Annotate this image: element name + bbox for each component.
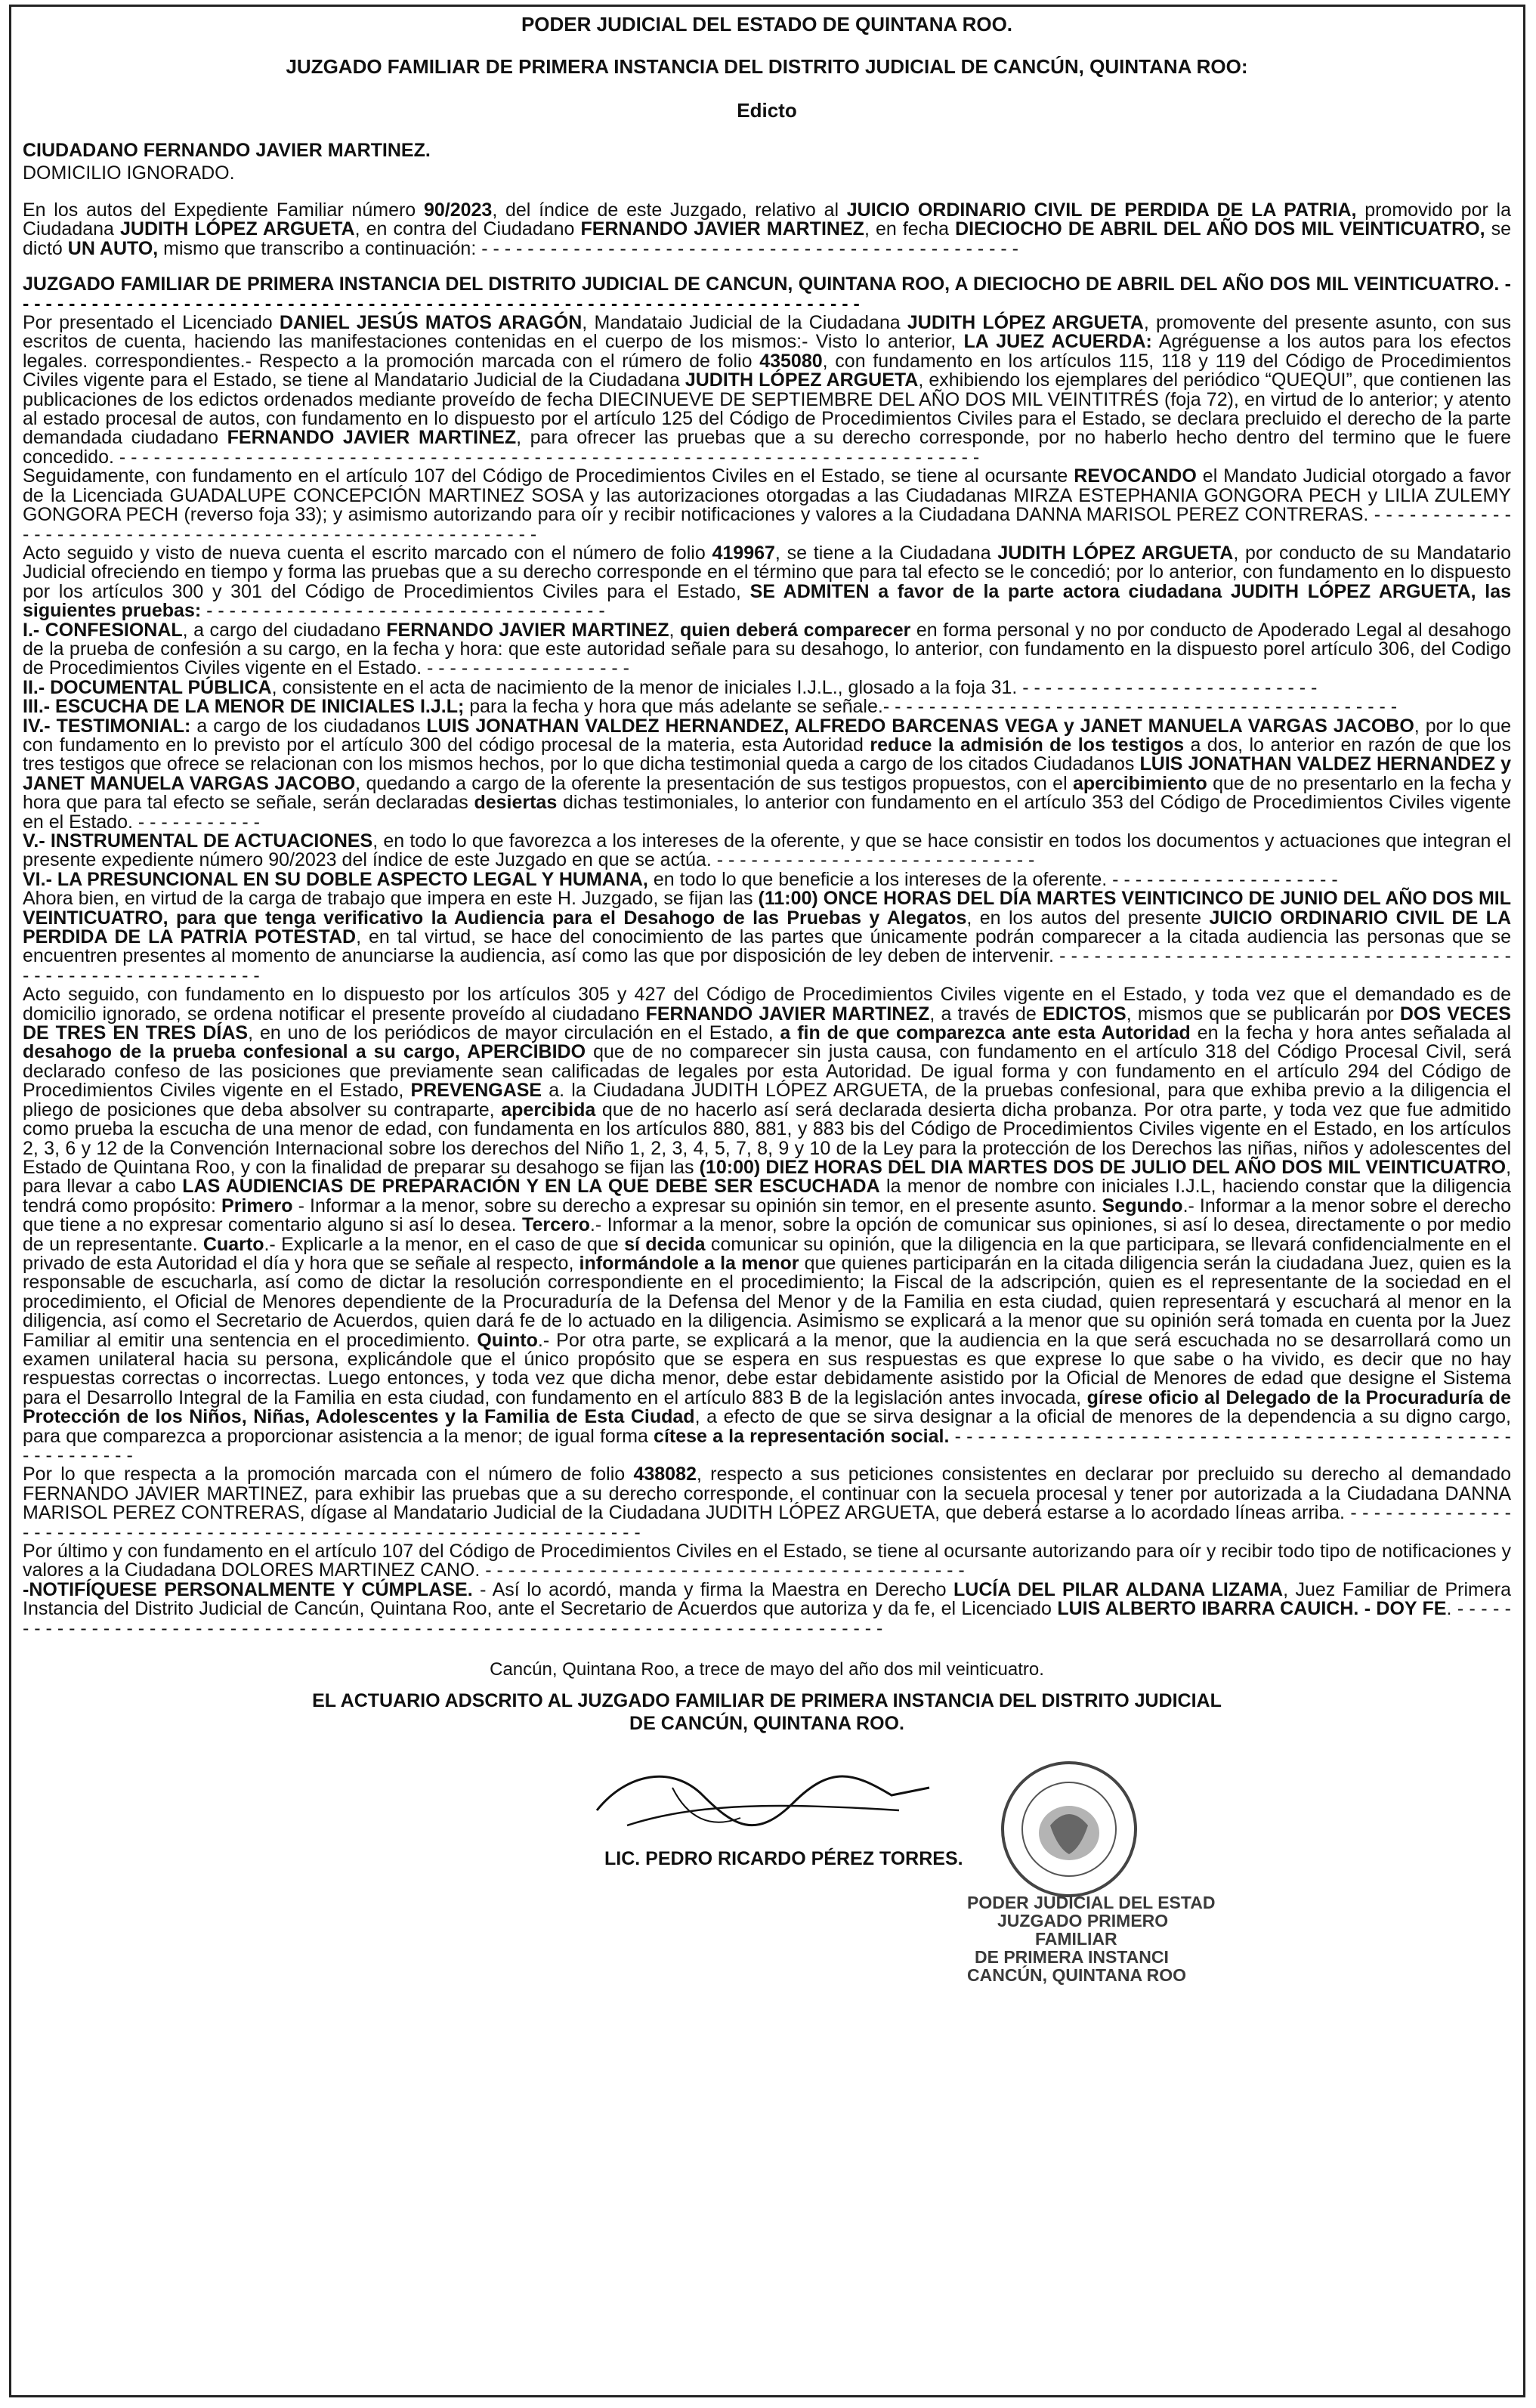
bold-run: Quinto <box>477 1329 538 1351</box>
text-run: , mismos que se publicarán por <box>1126 1003 1400 1025</box>
bold-run: V.- INSTRUMENTAL DE ACTUACIONES <box>23 830 373 852</box>
bold-run: FERNANDO JAVIER MARTINEZ <box>386 619 669 641</box>
auto-paragraph <box>23 314 1511 467</box>
text-run: que de no presentarlo en la fecha y hora que para tal efecto se señale, serán declaradas <box>23 772 1511 814</box>
bold-run: Segundo <box>1102 1195 1183 1216</box>
text-run: en forma personal y no por conducto de Apoderado Legal al desahogo de la prueba de confesión a su cargo, en la fecha y hora: que este autoridad señale para su desahogo, lo anterior, con fundamento en la dispuesto porel artículo 306, del Codigo de Procedimientos Civiles vigente en el Estado. - - - - - - - - - - - - - - - - - - <box>23 619 1511 679</box>
text-run: , Mandataio Judicial de la Ciudadana <box>582 312 907 334</box>
bold-run: apercibida <box>501 1099 596 1121</box>
text-run: Ahora bien, en virtud de la carga de trabajo que impera en este H. Juzgado, se fijan las <box>23 888 759 910</box>
text-run: dichas testimoniales, lo anterior con fundamento en el artículo 353 del Código de Procedimientos Civiles vigente en el Estado. - - - - - - - - - - - <box>23 792 1511 833</box>
bold-run: II.- DOCUMENTAL PÚBLICA <box>23 676 272 698</box>
stamp-line: PODER JUDICIAL DEL ESTAD <box>967 1893 1216 1913</box>
bold-run: LUIS JONATHAN VALDEZ HERNANDEZ, ALFREDO BARCENAS VEGA y JANET MANUELA VARGAS JACOBO <box>426 715 1414 737</box>
signer-name: LIC. PEDRO RICARDO PÉREZ TORRES. <box>604 1848 963 1870</box>
closing-date: Cancún, Quintana Roo, a trece de mayo del año dos mil veinticuatro. <box>490 1659 1044 1680</box>
intro-run: UN AUTO, <box>67 237 159 259</box>
intro-run: se dictó <box>23 218 1512 259</box>
text-run: .- Explicarle a la menor, en el caso de que <box>264 1233 625 1255</box>
stamp-line: FAMILIAR <box>1035 1929 1117 1949</box>
text-run: , se tiene a la Ciudadana <box>774 542 998 564</box>
text-run: que quienes participarán en la citada diligencia serán la ciudadana Juez, quien es la responsable de escucharla, así como de dictar la resolución correspondiente en el procedimiento; la Fiscal de la adscripción, quien es el representante de la sociedad en el procedimiento, el Oficial de Menores dependiente de la Procuraduría de la Defensa del Menor y de la Familia en esta ciudad, quien representará y escuchará al menor en la diligencia, así como el Secretario de Acuerdos, quien dará fe de lo actuado en la diligencia. Asimismo se explicará a la menor que su opinión será tomada en cuenta por la Juez Familiar al emitir una sentencia en el procedimiento. <box>23 1252 1511 1351</box>
bold-run: LUIS ALBERTO IBARRA CAUICH. - DOY FE <box>1057 1598 1447 1620</box>
text-run: a dos, lo anterior en razón de que los tres testigos que ofrece se relacionan con los mismos hechos, por lo que dicha testimonial queda a cargo de los citados Ciudadanos <box>23 734 1511 775</box>
auto-paragraph <box>23 697 1511 716</box>
bold-run: gírese oficio al Delegado de la Procuraduría de Protección de los Niños, Niñas, Adolescentes y la Familia de Esta Ciudad <box>23 1386 1511 1428</box>
actuario-line-2: DE CANCÚN, QUINTANA ROO. <box>629 1713 904 1735</box>
bold-run: cítese a la representación social. <box>654 1425 950 1447</box>
bold-run: I.- CONFESIONAL <box>23 619 183 641</box>
bold-run: 438082 <box>633 1464 697 1485</box>
bold-run: Primero <box>221 1195 293 1216</box>
text-run: Seguidamente, con fundamento en el artículo 107 del Código de Procedimientos Civiles en el Estado, se tiene al ocursante <box>23 465 1074 487</box>
text-run: Por presentado el Licenciado <box>23 312 280 334</box>
text-run: , exhibiendo los ejemplares del periódico “QUEQUI”, que contienen las publicaciones de los edictos ordenados mediante proveído de fecha DIECINUEVE DE SEPTIEMBRE DEL AÑO DOS MIL VEINTITRÉS (foja 72), en virtud de lo anterior; y atento al estado procesal de autos, con fundamento en lo dispuesto por el artículo 125 del Código de Procedimientos Civiles para el Estado, se declara precluido el derecho de la parte demandada ciudadano <box>23 369 1511 449</box>
text-run: Agréguense a los autos para los efectos legales. correspondientes.- Respecto a la promoción marcada con el rúmero de folio <box>23 331 1512 372</box>
text-run: que de no hacerlo así será declarada desierta dicha probanza. Por otra parte, y toda vez que fue admitido como prueba la escucha de una menor de edad, con fundamenta en los artículos 880, 881, y 883 bis del Código de Procedimientos Civiles vigente en el Estado, en los artículos 2, 3, 6 y 12 de la Convención Internacional sobre los derechos del Niño 1, 2, 3, 4, 5, 7, 8, 9 y 10 de la Ley para la protección de los Derechos las niñas, niños y adolescentes del Estado de Quintana Roo, y con la finalidad de preparar su desahogo se fijan las <box>23 1099 1511 1178</box>
signature-area <box>23 1735 1511 1986</box>
text-run: en la fecha y hora antes señalada al <box>1190 1022 1511 1044</box>
text-run: , <box>669 619 680 641</box>
bold-run: LUCÍA DEL PILAR ALDANA LIZAMA <box>953 1578 1284 1600</box>
bold-run: VI.- LA PRESUNCIONAL EN SU DOBLE ASPECTO LEGAL Y HUMANA, <box>23 868 648 890</box>
intro-run: , en contra del Ciudadano <box>354 218 581 240</box>
text-run: Acto seguido, con fundamento en lo dispuesto por los artículos 305 y 427 del Código de Procedimientos Civiles vigente en el Estado, y toda vez que el demandado es de domicilio ignorado, se ordena notificar el presente proveído al ciudadano <box>23 984 1511 1025</box>
auto-paragraph <box>23 676 1511 698</box>
bold-run: reduce la admisión de los testigos <box>870 734 1185 756</box>
text-run: a. la Ciudadana JUDITH LÓPEZ ARGUETA, de la pruebas confesional, para que exhiba previo a la diligencia el pliego de posiciones que deba absolver su contraparte, <box>23 1080 1511 1121</box>
auto-paragraph <box>23 1578 1511 1639</box>
auto-paragraph <box>23 985 1511 1465</box>
addressee-block <box>23 139 1511 184</box>
bold-run: DANIEL JESÚS MATOS ARAGÓN <box>279 312 583 334</box>
text-run: , en tal virtud, se hace del conocimiento de las partes que únicamente podrán comparecer a la citada audiencia las personas que se encuentren presentes al momento de anunciarse la audiencia, así como las que por disposición de ley deben de intervenir. - - - - - - - - - - - - - - - - - - - - - - - - - - - - - - - - - - - - - - - - - - - - - - - - - - - - - - - - - - - - <box>23 926 1511 986</box>
bold-run: JUDITH LÓPEZ ARGUETA <box>685 369 919 391</box>
intro-run: , del índice de este Juzgado, relativo al <box>492 199 847 221</box>
text-run: .- Informar a la menor sobre el derecho que tiene a no expresar comentario alguno si así lo desea. <box>23 1195 1511 1236</box>
text-run: , por conducto de su Mandatario Judicial ofreciendo en tiempo y forma las pruebas que a su derecho corresponde en el término que para tal efecto se le concedió; por lo anterior, con fundamento en lo dispuesto por los artículos 300 y 301 del Código de Procedimientos Civiles para el Estado, <box>23 542 1511 602</box>
text-run: Por lo que respecta a la promoción marcada con el número de folio <box>23 1464 634 1485</box>
text-run: , promovente del presente asunto, con sus escritos de cuenta, haciendo las manifestaciones contenidas en el cuerpo de los mismos:- Visto lo anterior, <box>23 312 1511 353</box>
text-run: , en todo lo que favorezca a los intereses de la oferente, y que se hace consistir en todos los documentos y actuaciones que integran el presente expediente número 90/2023 del índice de este Juzgado en que se actúa. - - - - - - - - - - - - - - - - - - - - - - - - - - - - <box>23 830 1511 871</box>
intro-run: promovido por la Ciudadana <box>23 199 1511 240</box>
intro-run: DIECIOCHO DE ABRIL DEL AÑO DOS MIL VEINTICUATRO, <box>955 218 1485 240</box>
court-subheader: JUZGADO FAMILIAR DE PRIMERA INSTANCIA DEL DISTRITO JUDICIAL DE CANCÚN, QUINTANA ROO: <box>286 55 1248 78</box>
auto-paragraph <box>23 621 1511 679</box>
text-run: , con fundamento en los artículos 115, 118 y 119 del Código de Procedimientos Civiles vigente para el Estado, se tiene al Mandatario Judicial de la Ciudadana <box>23 350 1511 391</box>
bold-run: LA JUEZ ACUERDA: <box>963 331 1152 353</box>
intro-run: FERNANDO JAVIER MARTINEZ <box>580 218 864 240</box>
bold-run: III.- ESCUCHA DE LA MENOR DE INICIALES I.J.L; <box>23 696 465 718</box>
stamp-line: CANCÚN, QUINTANA ROO <box>967 1965 1187 1986</box>
document-title: Edicto <box>737 99 797 122</box>
bold-run: sí decida <box>624 1233 706 1255</box>
text-run: - - - - - - - - - - - - - - - - - - - - - - - - - - - - - - - - - - - <box>201 600 605 622</box>
text-run: , por lo que con fundamento en lo previsto por el artículo 300 del código procesal de la materia, esta Autoridad <box>23 715 1511 756</box>
bold-run: FERNANDO JAVIER MARTINEZ <box>645 1003 930 1025</box>
bold-run: 435080 <box>759 350 823 372</box>
bold-run: a fin de que comparezca ante esta Autoridad <box>780 1022 1191 1044</box>
addressee-domicile: DOMICILIO IGNORADO. <box>23 162 235 184</box>
intro-run: JUICIO ORDINARIO CIVIL DE PERDIDA DE LA PATRIA, <box>846 199 1357 221</box>
bold-run: SE ADMITEN a favor de la parte actora ciudadana JUDITH LÓPEZ ARGUETA, las siguientes pruebas: <box>23 580 1512 622</box>
bold-run: 419967 <box>712 542 775 564</box>
bold-run: Cuarto <box>202 1233 264 1255</box>
bold-run: quien deberá comparecer <box>679 619 911 641</box>
bold-run: LAS AUDIENCIAS DE PREPARACIÓN Y EN LA QUE DEBE SER ESCUCHADA <box>182 1176 880 1198</box>
bold-run: (10:00) DIEZ HORAS DEL DIA MARTES DOS DE JULIO DEL AÑO DOS MIL VEINTICUATRO <box>699 1156 1507 1178</box>
bold-run: PREVENGASE <box>410 1080 542 1102</box>
text-run: , respecto a sus peticiones consistentes en declarar por precluido su derecho al demandado FERNANDO JAVIER MARTINEZ, para exhibir las pruebas que a su derecho corresponde, el continuar con la secuela procesal y tener por autorizada a la Ciudadana DANNA MARISOL PEREZ CONTRERAS, dígase al Mandatario Judicial de la Ciudadana JUDITH LÓPEZ ARGUETA, que deberá estarse a lo acordado líneas arriba. - - - - - - - - - - - - - - - - - - - - - - - - - - - - - - - - - - - - - - - - - - - - - - - - - - - - - - - - - - - - - - - - - - - - <box>23 1464 1512 1543</box>
intro-run: 90/2023 <box>423 199 493 221</box>
intro-run: , en fecha <box>864 218 956 240</box>
bold-run: DOS VECES DE TRES EN TRES DÍAS <box>23 1003 1511 1044</box>
auto-paragraph <box>23 889 1511 985</box>
bold-run: REVOCANDO <box>1074 465 1197 487</box>
auto-paragraph <box>23 870 1511 889</box>
text-run: en todo lo que beneficie a los intereses de la oferente. - - - - - - - - - - - - - - - - - - - - <box>647 868 1338 890</box>
text-run: , en los autos del presente <box>966 907 1210 929</box>
bold-run: EDICTOS <box>1043 1003 1127 1025</box>
bold-run: desahogo de la prueba confesional a su cargo, APERCIBIDO <box>23 1041 586 1063</box>
text-run: Acto seguido y visto de nueva cuenta el escrito marcado con el número de folio <box>23 542 712 564</box>
auto-paragraph <box>23 717 1511 832</box>
text-run: a cargo de los ciudadanos <box>190 715 427 737</box>
edicto-document <box>23 12 1512 1986</box>
text-run: - Así lo acordó, manda y firma la Maestra en Derecho <box>472 1578 953 1600</box>
intro-run: En los autos del Expediente Familiar número <box>23 199 424 221</box>
bold-run: -NOTIFÍQUESE PERSONALMENTE Y CÚMPLASE. <box>23 1578 473 1600</box>
auto-header: JUZGADO FAMILIAR DE PRIMERA INSTANCIA DEL DISTRITO JUDICIAL DE CANCUN, QUINTANA ROO, A DIECIOCHO DE ABRIL DEL AÑO DOS MIL VEINTICUATRO. - - - - - - - - - - - - - - - - - - - - - - - - - - - - - - - - - - - - - - - - - - - - - - - - - - - - - - - - - - - - - - - - - - - - - - - - - - <box>23 274 1511 314</box>
auto-paragraph <box>23 1542 1511 1581</box>
addressee-name: CIUDADANO FERNANDO JAVIER MARTINEZ. <box>23 140 431 161</box>
bold-run: JUICIO ORDINARIO CIVIL DE LA PERDIDA DE LA PATRIA POTESTAD <box>23 907 1512 948</box>
text-run: , para llevar a cabo <box>23 1156 1512 1198</box>
text-run: .- Por otra parte, se explicará a la menor, que la audiencia en la que será escuchada no se desarrollará como un examen unilateral hacia su persona, explicándole que el único propósito que se espera en sus respuestas es que exprese lo que sabe o ha vivido, es decir que no hay respuestas correctas o incorrectas. Luego entonces, y toda vez que dicha menor, debe estar debidamente asistido por la Oficial de Menores de edad que designe el Sistema para el Desarrollo Integral de la Familia en esta ciudad, con fundamento en el artículo 883 B de la legislación antes invocada, <box>23 1329 1511 1408</box>
court-header: PODER JUDICIAL DEL ESTADO DE QUINTANA ROO. <box>521 13 1013 36</box>
text-run: la menor de nombre con iniciales I.J.L, haciendo constar que la diligencia tendrá como propósito: <box>23 1176 1512 1216</box>
auto-paragraph <box>23 467 1511 544</box>
intro-run: JUDITH LÓPEZ ARGUETA <box>120 218 355 240</box>
intro-paragraph <box>23 201 1511 258</box>
actuario-title <box>23 1689 1511 1735</box>
text-run: que de no comparecer sin justa causa, con fundamento en el artículo 318 del Código Procesal Civil, será declarado confeso de las posiciones que previamente sean calificadas de legales por esta Autoridad. De igual forma y con fundamento en el artículo 294 del Código de Procedimientos Civiles vigente en el Estado, <box>23 1041 1511 1102</box>
text-run: el Mandato Judicial otorgado a favor de la Licenciada GUADALUPE CONCEPCIÓN MARTINEZ SOSA y las autorizaciones otorgadas a las Ciudadanas MIRZA ESTEPHANIA GONGORA PECH y LILIA ZULEMY GONGORA PECH (reverso foja 33); y asimismo autorizando para oír y recibir notificaciones y valores a la Ciudadana DANNA MARISOL PEREZ CONTRERAS. - - - - - - - - - - - - - - - - - - - - - - - - - - - - - - - - - - - - - - - - - - - - - - - - - - - - - - - - - <box>23 465 1511 545</box>
text-run: - - - - - - - - - - - - - - - - - - - - - - - - - - - - - - - - - - - - - - - - - - - - - - - - - - - - - - - - - - <box>23 1425 1511 1466</box>
text-run: , a efecto de que se sirva designar a la oficial de menores de la dependencia a su digno cargo, para que comparezca a proporcionar asistencia a la menor; de igual forma <box>23 1406 1512 1447</box>
text-run: para la fecha y hora que más adelante se señale.- - - - - - - - - - - - - - - - - - - - - - - - - - - - - - - - - - - - - - - - - - - - - <box>464 696 1398 718</box>
intro-run: mismo que transcribo a continuación: - - - - - - - - - - - - - - - - - - - - - - - - - - - - - - - - - - - - - - - - - - - - - - - <box>158 237 1019 259</box>
stamp-line: JUZGADO PRIMERO <box>997 1911 1169 1931</box>
official-seal <box>997 1757 1141 1901</box>
auto-paragraph <box>23 1465 1511 1542</box>
bold-run: Tercero <box>522 1214 590 1236</box>
bold-run: informándole a la menor <box>579 1252 799 1274</box>
auto-paragraph <box>23 832 1511 870</box>
actuario-line-1: EL ACTUARIO ADSCRITO AL JUZGADO FAMILIAR DE PRIMERA INSTANCIA DEL DISTRITO JUDICIAL <box>312 1690 1222 1712</box>
bold-run: FERNANDO JAVIER MARTINEZ <box>227 427 517 449</box>
stamp-line: DE PRIMERA INSTANCI <box>975 1947 1169 1968</box>
text-run: , quedando a cargo de la oferente la presentación de sus testigos propuestos, con el <box>355 772 1073 794</box>
bold-run: JUDITH LÓPEZ ARGUETA <box>907 312 1144 334</box>
text-run: , a través de <box>929 1003 1043 1025</box>
bold-run: JUDITH LÓPEZ ARGUETA <box>997 542 1234 564</box>
text-run: . - - - - - - - - - - - - - - - - - - - - - - - - - - - - - - - - - - - - - - - - - - - - - - - - - - - - - - - - - - - - - - - - - - - - - - - - - - - - - - - - <box>23 1598 1511 1639</box>
bold-run: desiertas <box>474 792 558 814</box>
text-run: , en uno de los periódicos de mayor circulación en el Estado, <box>248 1022 780 1044</box>
text-run: , para ofrecer las pruebas que a su derecho corresponde, por no haberlo hecho dentro del termino que le fuere concedido. - - - - - - - - - - - - - - - - - - - - - - - - - - - - - - - - - - - - - - - - - - - - - - - - - - - - - - - - - - - - - - - - - - - - - - - - - - - <box>23 427 1512 468</box>
auto-paragraph <box>23 544 1511 621</box>
text-run: , a cargo del ciudadano <box>182 619 387 641</box>
bold-run: (11:00) ONCE HORAS DEL DÍA MARTES VEINTICINCO DE JUNIO DEL AÑO DOS MIL VEINTICUATRO, para que tenga verificativo la Audiencia para el Desahogo de las Pruebas y Alegatos <box>23 888 1511 929</box>
text-run: , Juez Familiar de Primera Instancia del Distrito Judicial de Cancún, Quintana Roo, ante el Secretario de Acuerdos que autoriza y da fe, el Licenciado <box>23 1578 1511 1620</box>
bold-run: IV.- TESTIMONIAL: <box>23 715 191 737</box>
text-run: comunicar su opinión, que la diligencia en la que participara, se llevará confidencialmente en el privado de esta Autoridad el día y hora que se señale al respecto, <box>23 1233 1511 1274</box>
handwritten-signature <box>582 1757 944 1848</box>
bold-run: LUIS JONATHAN VALDEZ HERNANDEZ y JANET MANUELA VARGAS JACOBO <box>23 753 1511 794</box>
court-stamp <box>967 1893 1215 1984</box>
text-run: - Informar a la menor, sobre su derecho a expresar su opinión sin temor, en el presente asunto. <box>292 1195 1102 1216</box>
text-run: , consistente en el acta de nacimiento de la menor de iniciales I.J.L., glosado a la foja 31. - - - - - - - - - - - - - - - - - - - - - - - - - - <box>271 676 1318 698</box>
text-run: Por último y con fundamento en el artículo 107 del Código de Procedimientos Civiles en el Estado, se tiene al ocursante autorizando para oír y recibir todo tipo de notificaciones y valores a la Ciudadana DOLORES MARTINEZ CANO. - - - - - - - - - - - - - - - - - - - - - - - - - - - - - - - - - - - - - - - - - - <box>23 1541 1511 1581</box>
bold-run: apercibimiento <box>1073 772 1207 794</box>
text-run: .- Informar a la menor, sobre la opción de comunicar sus opiniones, si así lo desea, directamente o por medio de un representante. <box>23 1214 1511 1255</box>
auto-body <box>23 314 1511 1638</box>
